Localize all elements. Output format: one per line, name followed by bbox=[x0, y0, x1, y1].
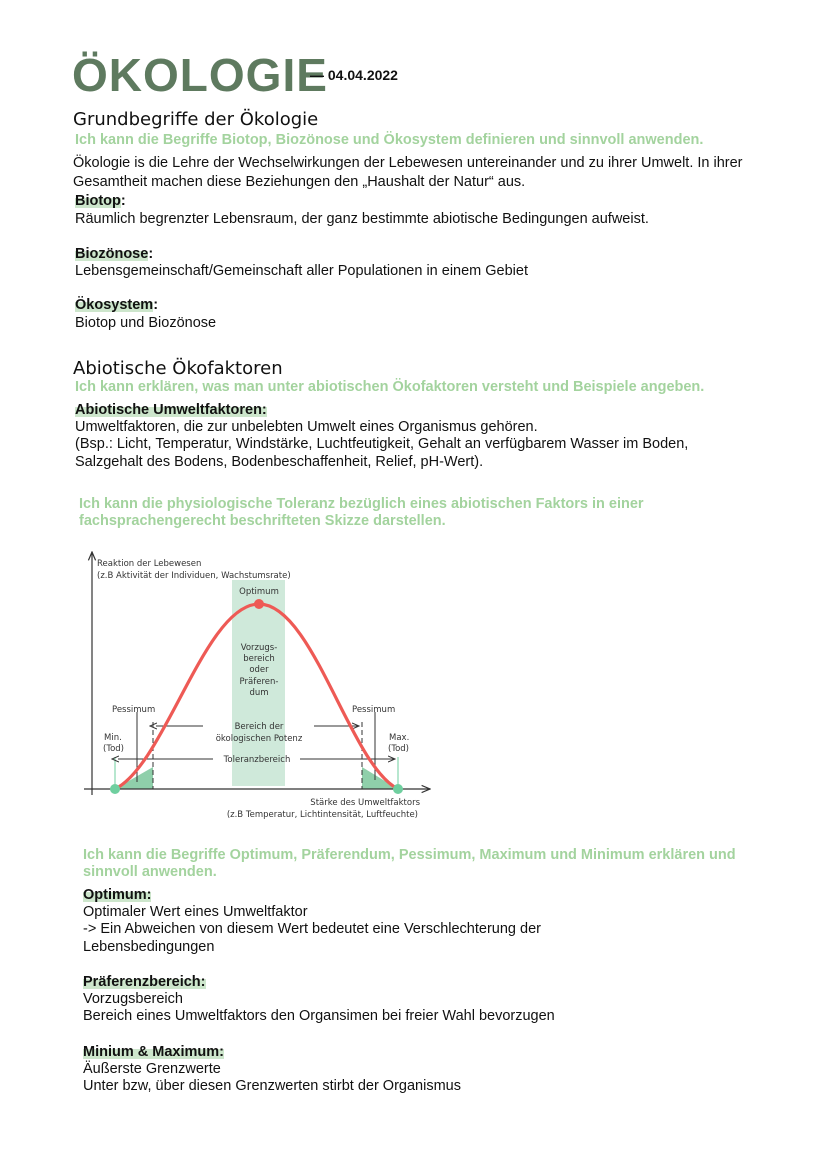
min-label: Min. bbox=[104, 733, 122, 743]
definition-text: Unter bzw, über diesen Grenzwerten stirbt der Organismus bbox=[83, 1078, 461, 1094]
intro-text: Gesamtheit machen diese Beziehungen den „Haushalt der Natur“ aus. bbox=[73, 174, 526, 190]
definition-text: Lebensgemeinschaft/Gemeinschaft aller Populationen in einem Gebiet bbox=[75, 263, 528, 279]
page-date: — 04.04.2022 bbox=[310, 67, 398, 83]
preferendum-label: dum bbox=[249, 688, 269, 698]
x-axis-label: Stärke des Umweltfaktors bbox=[310, 798, 420, 808]
term-minimum-maximum: Minium & Maximum: bbox=[83, 1044, 224, 1060]
section-heading-grundbegriffe: Grundbegriffe der Ökologie bbox=[73, 109, 319, 130]
potenz-label: Bereich der bbox=[234, 722, 284, 732]
min-point bbox=[110, 784, 120, 794]
term-biozoenose: Biozönose: bbox=[75, 246, 154, 262]
learning-objective: Ich kann die Begriffe Optimum, Präferendum, Pessimum, Maximum und Minimum erklären und bbox=[83, 847, 736, 863]
definition-text: Optimaler Wert eines Umweltfaktor bbox=[83, 904, 308, 920]
max-label: (Tod) bbox=[388, 744, 409, 754]
max-point bbox=[393, 784, 403, 794]
y-axis-label: (z.B Aktivität der Individuen, Wachstumsrate) bbox=[97, 571, 291, 581]
definition-text: -> Ein Abweichen von diesem Wert bedeutet eine Verschlechterung der bbox=[83, 921, 541, 937]
definition-text: Äußerste Grenzwerte bbox=[83, 1061, 221, 1077]
tolerance-label: Toleranzbereich bbox=[223, 755, 291, 765]
potenz-label: ökologischen Potenz bbox=[215, 734, 303, 744]
definition-text: Bereich eines Umweltfaktors den Organsimen bei freier Wahl bevorzugen bbox=[83, 1008, 555, 1024]
y-axis-label: Reaktion der Lebewesen bbox=[97, 559, 202, 569]
definition-text: (Bsp.: Licht, Temperatur, Windstärke, Luchtfeutigkeit, Gehalt an verfügbarem Wasser im Boden, bbox=[75, 436, 689, 452]
optimum-label: Optimum bbox=[239, 587, 279, 597]
term-abiotische-umweltfaktoren: Abiotische Umweltfaktoren: bbox=[75, 402, 267, 418]
learning-objective: sinnvoll anwenden. bbox=[83, 864, 217, 880]
preferendum-label: Vorzugs- bbox=[240, 643, 278, 653]
definition-text: Umweltfaktoren, die zur unbelebten Umwelt eines Organismus gehören. bbox=[75, 419, 538, 435]
term-biotop: Biotop: bbox=[75, 193, 126, 209]
pessimum-left-label: Pessimum bbox=[112, 705, 156, 715]
term-oekosystem: Ökosystem: bbox=[75, 297, 159, 313]
preferendum-label: Präferen- bbox=[239, 677, 279, 687]
x-axis-label: (z.B Temperatur, Lichtintensität, Luftfeuchte) bbox=[226, 810, 418, 820]
learning-objective: fachsprachengerecht beschrifteten Skizze darstellen. bbox=[79, 513, 446, 529]
definition-text: Biotop und Biozönose bbox=[75, 315, 217, 331]
term-optimum: Optimum: bbox=[83, 887, 152, 903]
definition-text: Lebensbedingungen bbox=[83, 939, 215, 955]
min-label: (Tod) bbox=[103, 744, 124, 754]
intro-text: Ökologie is die Lehre der Wechselwirkungen der Lebewesen untereinander und zu ihrer Umwelt. In ihrer bbox=[73, 155, 743, 171]
max-label: Max. bbox=[389, 733, 410, 743]
preferendum-label: bereich bbox=[243, 654, 275, 664]
pessimum-right-label: Pessimum bbox=[352, 705, 396, 715]
learning-objective: Ich kann erklären, was man unter abiotischen Ökofaktoren versteht und Beispiele angeben. bbox=[75, 379, 705, 395]
term-praeferenzbereich: Präferenzbereich: bbox=[83, 974, 206, 990]
page-title: ÖKOLOGIE bbox=[72, 49, 328, 101]
optimum-point bbox=[254, 599, 264, 609]
preferendum-label: oder bbox=[249, 665, 269, 675]
learning-objective: Ich kann die physiologische Toleranz bezüglich eines abiotischen Faktors in einer bbox=[79, 496, 644, 512]
definition-text: Salzgehalt des Bodens, Bodenbeschaffenheit, Relief, pH-Wert). bbox=[75, 454, 484, 470]
section-heading-abiotisch: Abiotische Ökofaktoren bbox=[73, 358, 283, 379]
learning-objective: Ich kann die Begriffe Biotop, Biozönose und Ökosystem definieren und sinnvoll anwenden. bbox=[75, 132, 704, 148]
definition-text: Räumlich begrenzter Lebensraum, der ganz bestimmte abiotische Bedingungen aufweist. bbox=[75, 211, 649, 227]
definition-text: Vorzugsbereich bbox=[83, 991, 183, 1007]
